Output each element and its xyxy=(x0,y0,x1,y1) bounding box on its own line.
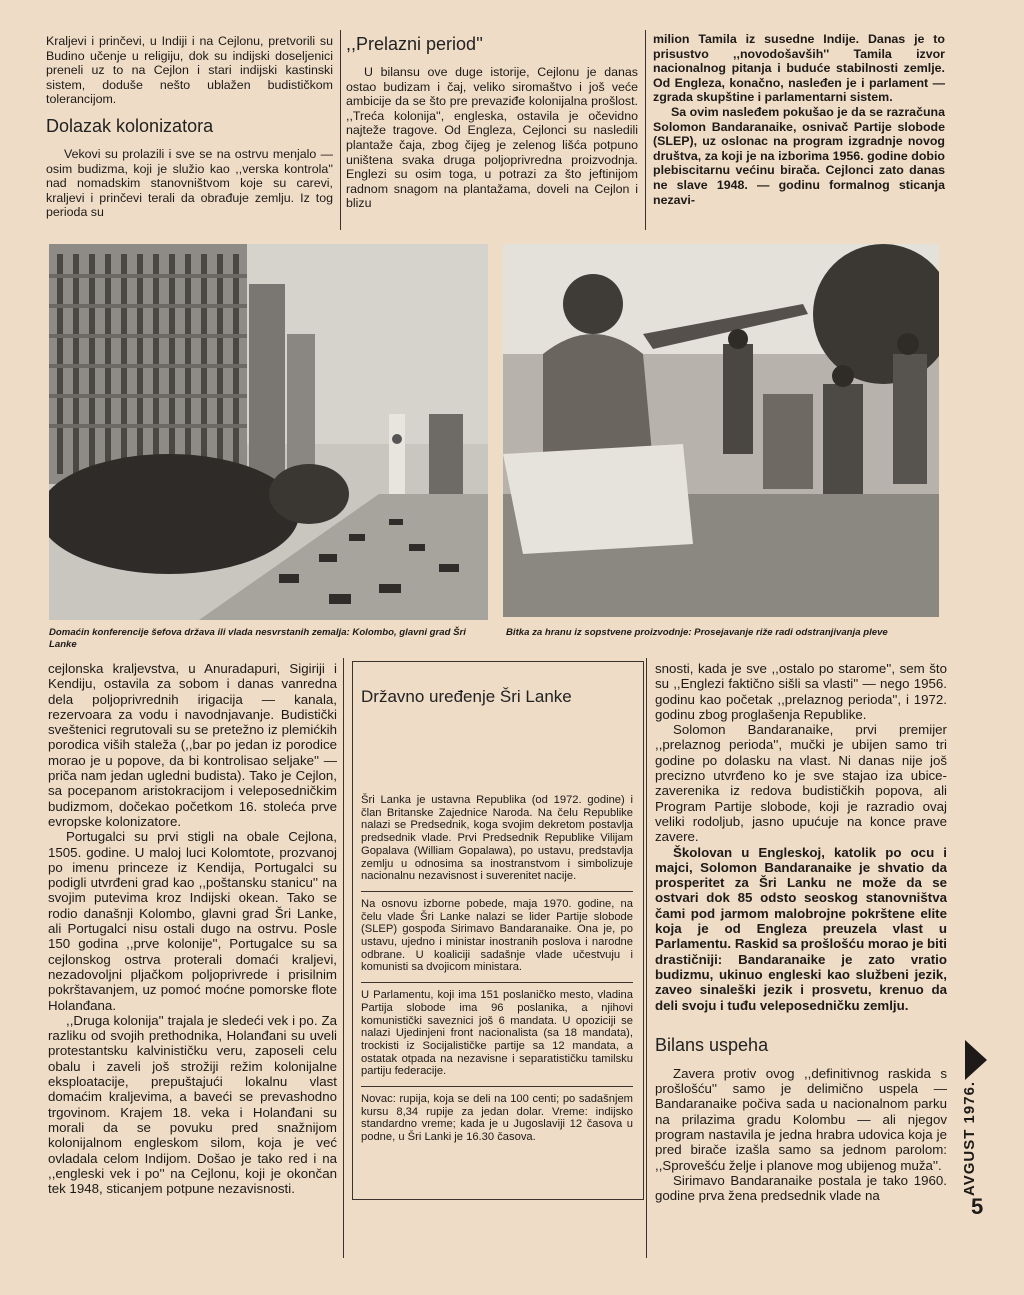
info-box-drzavno-uredjenje xyxy=(352,661,644,1200)
top-col1-paragraph: Vekovi su prolazili i sve se na ostrvu menjalo — osim budizma, koji je služio kao ,,verska kontrola'' nad nomadskim stanovništvom koje su carevi, kraljevi i prinčevi terali da obrađuje zemlju. Iz tog perioda su xyxy=(46,146,333,220)
page-sidebar xyxy=(961,1040,1001,1270)
bottom-col1-paragraph: Portugalci su prvi stigli na obale Cejlona, 1505. godine. U maloj luci Kolomtote, prozvanoj po imenu princeze iz Kendija, Portugalci su podigli utvrđeni grad kao ,,poštansku stanicu'' na svojim putevima kroz Indijski okean. Tako se rodio današnji Kolombo, glavni grad Šri Lanke, ali Portugalci nisu ostali dugo na ostrvu. Posle 150 godina ,,prve kolonije'', Portugalce su sa cejlonskog ostrva proterali domaći kraljevi, nezadovoljni pljačkom poljoprivrede i prisilnim pokrštavanjem, uz pomoć moćne pomorske flote Holanđana. xyxy=(48,829,337,1013)
photo-colombo-city xyxy=(49,244,488,620)
info-box-entry-currency-time: Novac: rupija, koja se deli na 100 centi; po sadašnjem kursu 8,34 rupije za jedan dolar. Vreme: indijsko standardno vreme; kada je u Jugoslaviji 12 časova u podne, u Šri Lanki je 16.30 časova. xyxy=(361,1093,633,1144)
heading-bilans-uspeha: Bilans uspeha xyxy=(655,1034,769,1055)
photo-rice-sifting xyxy=(503,244,939,617)
column-rule xyxy=(646,658,647,1258)
column-rule xyxy=(645,30,646,230)
bottom-col1-paragraph: ,,Druga kolonija'' trajala je sledeći vek i po. Za razliku od svojih prethodnika, Holanđani su uveli protestantsku kalvinističku veru, zaposeli celu obalu i zaveli još strožiji režim kolonijalne eksploatacije, prepuštajući lokalnu vlast domaćim kraljevima, a baveći se prevashodno trgovinom. Krajem 18. veka i Holanđani su morali da se povuku pred snažnijom kolonijalnom engleskom silom, koja je već ovladala celom Indijom. Došao je tako red i na ,,engleski vek i po'' na Cejlonu, koji je okončan tek 1948, sticanjem potpune nezavisnosti. xyxy=(48,1012,337,1197)
heading-prelazni-period: ,,Prelazni period'' xyxy=(346,34,483,54)
bottom-col3-paragraph: Sirimavo Bandaranaike postala je tako 1960. godine prva žena predsednik vlade na xyxy=(655,1172,947,1204)
page-number: 5 xyxy=(971,1194,984,1219)
top-column-3 xyxy=(653,32,945,230)
info-box-divider xyxy=(361,891,633,892)
bottom-col1-paragraph: cejlonska kraljevstva, u Anuradapuri, Sigiriji i Kendiju, ostavila za sobom i danas vanredna dela poljoprivrednih irigacija — kanala, rezervoara za vodu i navodnjavanje. Budistički sveštenici regrutovali su se pretežno iz plemićkih porodica viših staleža (,,bar po jedan iz porodice morao je u popove, da bi kontrolisao seljake'' — priča nam jedan ugledni budista). Tako je Cejlon, sa pocepanom aristokracijom i veleposedničkim budizmom, dočekao početkom 16. stoleća prve evropske kolonizatore. xyxy=(48,661,337,829)
heading-dolazak-kolonizatora: Dolazak kolonizatora xyxy=(46,115,214,136)
top-col2-paragraph: U bilansu ove duge istorije, Cejlonu je danas ostao budizam i čaj, veliko siromaštvo i još veće ambicije da se što pre prevaziđe kolonijalna prošlost. ,,Treća kolonija'', engleska, ostavila je očevidno najteže tragove. Od Engleza, Cejlonci su nasledili plantaže čaja, zbog čijeg je zelenog lišća potpuno uništena svaka druga poljoprivredna proizvodnja. Englezi su osim toga, u potrazi za što jeftinijom radnom snagom na plantažama, doveli na Cejlon i blizu xyxy=(346,65,638,211)
bottom-column-3 xyxy=(655,661,947,1283)
column-rule xyxy=(340,30,341,230)
info-box-divider xyxy=(361,982,633,983)
column-rule xyxy=(343,658,344,1258)
bottom-col3-paragraph: snosti, kada je sve ,,ostalo po starome'', sem što su ,,Englezi faktično sišli sa vlasti'' — nego 1956. godinu kao početak ,,prelaznog perioda'', i 1972. godinu zbog proglašenja Republike. xyxy=(655,661,947,722)
top-column-2 xyxy=(346,34,638,232)
top-col3-paragraph-1: milion Tamila iz susedne Indije. Danas je to prisustvo ,,novodošavših'' Tamila izvor nacionalnog pitanja i buduće stabilnosti zemlje. Od Engleza, konačno, nasleđen je i parlament — zgrada skupštine i parlamentarni sistem. xyxy=(653,32,945,105)
info-box-title: Državno uređenje Šri Lanke xyxy=(361,687,572,706)
arrow-right-icon xyxy=(965,1040,987,1080)
info-box-entry-parliament: U Parlamentu, koji ima 151 poslaničko mesto, vladina Partija slobode ima 96 poslanika, a njihovi komunistički saveznici još 6 mandata. U opoziciji se nalazi Ujedinjeni front nacionalista (sa 18 mandata), trockisti iz Socijalističke partije sa 12 mandata, a ostatak otpada na nezavisne i separatističku tamilsku partiju federacije. xyxy=(361,989,633,1078)
bottom-column-1 xyxy=(48,661,337,1283)
caption-colombo: Domaćin konferencije šefova država ili vlada nesvrstanih zemalja: Kolombo, glavni grad Šri Lanke xyxy=(49,627,466,650)
top-col1-intro: Kraljevi i prinčevi, u Indiji i na Cejlonu, pretvorili su Budino učenje u religiju, dok su indijski doseljenici preneli uz to na Cejlon i stari indijski kastinski sistem, doduše nešto ublažen budističkom tolerancijom. xyxy=(46,34,333,107)
bottom-col3-paragraph: Zavera protiv ovog ,,definitivnog raskida s prošlošću'' samo je delimično uspela — Bandaranaike počiva sada u nacionalnom parku na prilazima gradu Kolombu — ali njegov program nastavila je jedna hrabra udovica koja je pred birače izašla samo sa jednom parolom: ,,Sprovešću želje i planove mog ubijenog muža''. xyxy=(655,1065,947,1173)
issue-date: AVGUST 1976. xyxy=(961,1080,978,1196)
info-box-entry-republic: Šri Lanka je ustavna Republika (od 1972. godine) i član Britanske Zajednice Naroda. Na čelu Republike nalazi se Predsednik, koga svojim dekretom postavlja predsednik vlade. Prvi Predsednik Republike Vilijam Gopalava (William Gopalawa), po ustavu, predstavlja zemlju u odnosima sa inostranstvom i simbolizuje nacionalnu nezavisnost i suverenitet nacije. xyxy=(361,794,633,883)
info-box-entry-government: Na osnovu izborne pobede, maja 1970. godine, na čelu vlade Šri Lanke nalazi se lider Partije slobode (SLEP) gospođa Sirimavo Bandaranaike. Ona je, po ustavu, ujedno i ministar inostranih poslova i narodne odbrane. U koaliciji sadašnje vlade učestvuju i komunisti sa dvojicom ministara. xyxy=(361,897,633,974)
bottom-col3-paragraph: Školovan u Engleskoj, katolik po ocu i majci, Solomon Bandaranaike je shvatio da prosperitet za Šri Lanku ne može da se ostvari dok 85 odsto seoskog stanovništva čami pod jarmom malobrojne pokrštene elite koja je od Engleza preuzela vlast u Parlamentu. Raskid sa prošlošću morao je biti drastičniji: Bandaranaike je zato vratio budizmu, ukinuo engleski kao službeni jezik, zaveo sinaleški jezik i prosvetu, krenuo da deli svoju i tuđu veleposedničku zemlju. xyxy=(655,844,947,1013)
bottom-col3-paragraph: Solomon Bandaranaike, prvi premijer ,,prelaznog perioda'', mučki je ubijen samo tri godine po dolasku na vlast. Ni danas nije još precizno utvrđeno ko je sve stajao iza ubice-zaverenika iz redova budističkih popova, ali Program Partije slobode, koji je razradio ovaj veliki rodoljub, jasno upućuje na konce prave zavere. xyxy=(655,722,947,845)
top-col3-paragraph-2: Sa ovim nasleđem pokušao je da se razračuna Solomon Bandaranaike, osnivač Partije slobode (SLEP), uz oslonac na program izgradnje novog društva, za koji je na izborima 1956. godine dobio plebiscitarnu većinu birača. Cejlonci zato danas ne slave 1948. — godinu formalnog sticanja nezavi- xyxy=(653,104,945,207)
top-column-1 xyxy=(46,34,333,232)
caption-rice: Bitka za hranu iz sopstvene proizvodnje: Prosejavanje riže radi odstranjivanja pleve xyxy=(506,627,888,638)
info-box-divider xyxy=(361,1086,633,1087)
